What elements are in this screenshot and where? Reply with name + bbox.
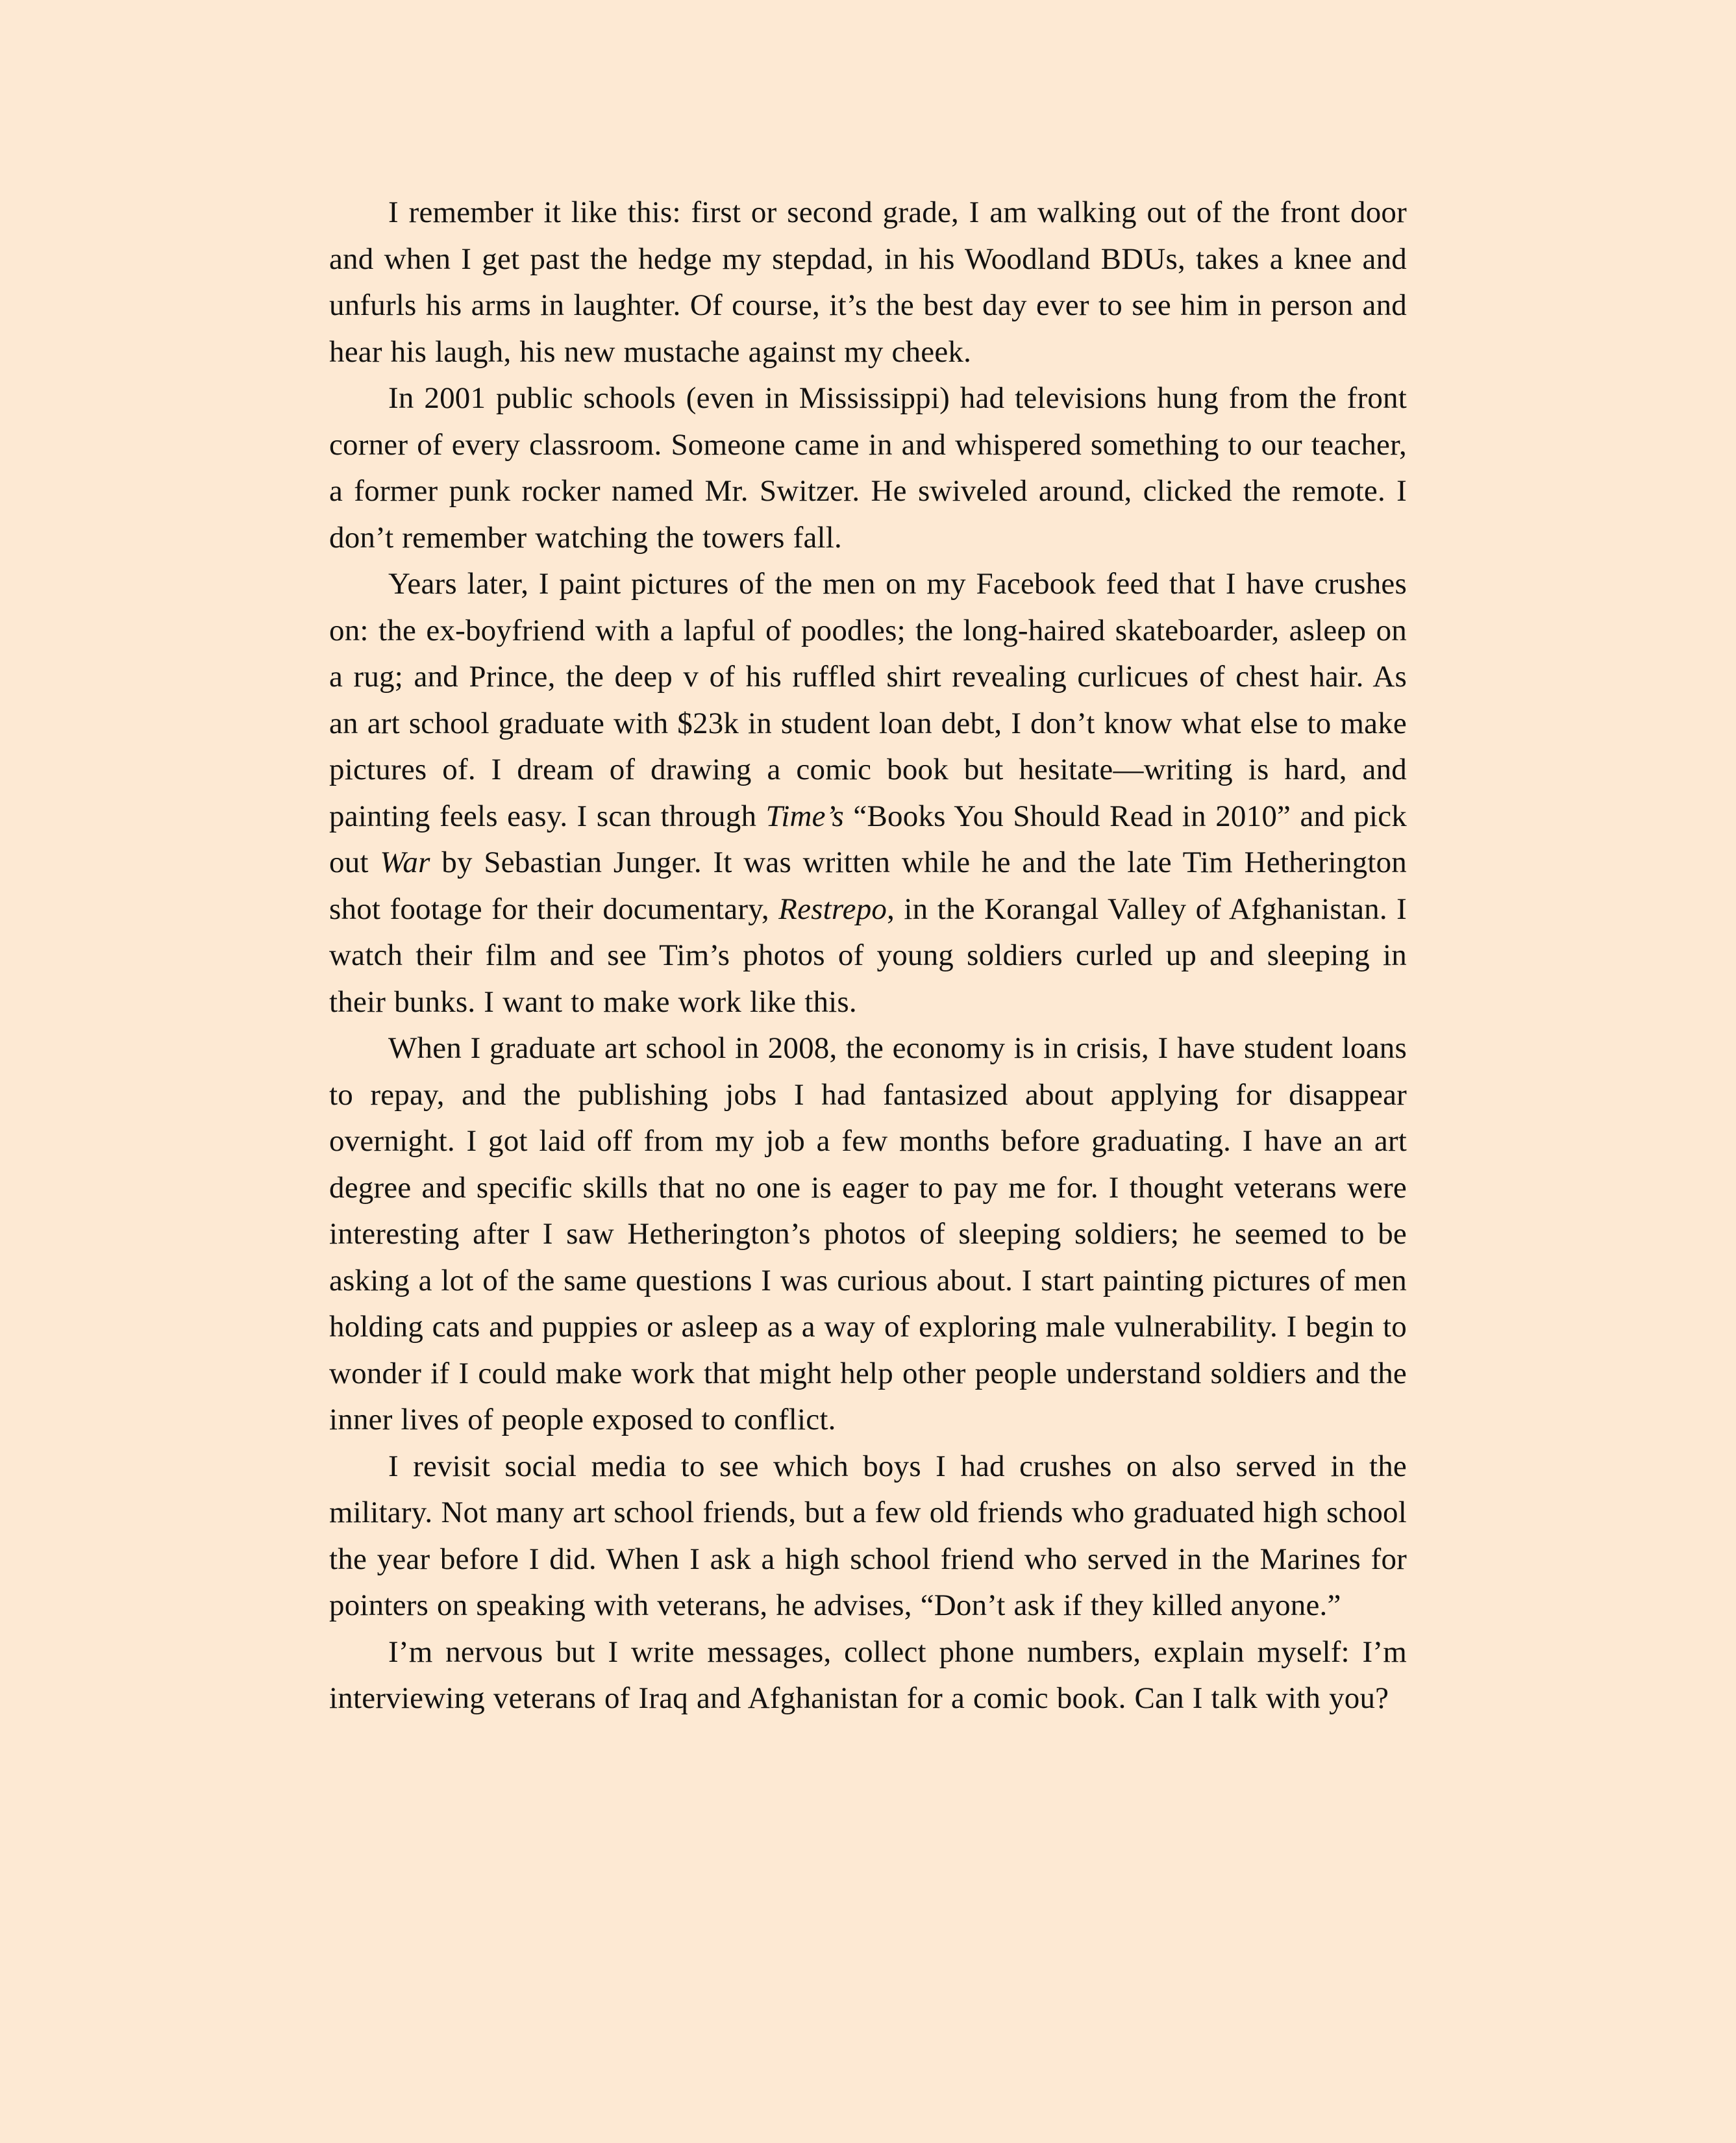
paragraph-text: Years later, I paint pictures of the men on my Facebook feed that I have crushes on: the ex-boyfriend with a lapful of poodles; the long-haired skateboarder, asleep on a rug; and Prince, the deep v of his ruffled shirt revealing curlicues of chest hair. As an art school graduate with $23k in student loan debt, I don’t know what else to make pictures of. I dream of drawing a comic book but hesitate—writing is hard, and painting feels easy. I scan through (329, 567, 1407, 833)
paragraph-text: “Books You Should Read in 2010” and pick out (329, 799, 1407, 879)
paragraph-4 (329, 1025, 1407, 1444)
paragraph-2 (329, 375, 1407, 561)
italic-title-restrepo: Restrepo (778, 892, 887, 926)
paragraph-3 (329, 561, 1407, 1025)
paragraph-text: I’m nervous but I write messages, collect phone numbers, explain myself: I’m interviewing veterans of Iraq and Afghanistan for a comic book. Can I talk with you? (329, 1635, 1407, 1715)
paragraph-text: In 2001 public schools (even in Mississippi) had televisions hung from the front corner of every classroom. Someone came in and whispered something to our teacher, a former punk rocker named Mr. Switzer. He swiveled around, clicked the remote. I don’t remember watching the towers fall. (329, 381, 1407, 555)
paragraph-text: , in the Korangal Valley of Afghanistan. I watch their film and see Tim’s photos of young soldiers curled up and sleeping in their bunks. I want to make work like this. (329, 892, 1407, 1019)
paragraph-text: I revisit social media to see which boys I had crushes on also served in the military. Not many art school friends, but a few old friends who graduated high school the year before I did. When I ask a high school friend who served in the Marines for pointers on speaking with veterans, he advises, “Don’t ask if they killed anyone.” (329, 1449, 1407, 1622)
body-text (329, 190, 1407, 1722)
paragraph-text: When I graduate art school in 2008, the economy is in crisis, I have student loans to repay, and the publishing jobs I had fantasized about applying for disappear overnight. I got laid off from my job a few months before graduating. I have an art degree and specific skills that no one is eager to pay me for. I thought veterans were interesting after I saw Hetherington’s photos of sleeping soldiers; he seemed to be asking a lot of the same questions I was curious about. I start painting pictures of men holding cats and puppies or asleep as a way of exploring male vulnerability. I begin to wonder if I could make work that might help other people understand soldiers and the inner lives of people exposed to conflict. (329, 1031, 1407, 1436)
paragraph-text: I remember it like this: first or second grade, I am walking out of the front door and when I get past the hedge my stepdad, in his Woodland BDUs, takes a knee and unfurls his arms in laughter. Of course, it’s the best day ever to see him in person and hear his laugh, his new mustache against my cheek. (329, 195, 1407, 369)
italic-title-time: Time’s (765, 799, 845, 833)
italic-title-war: War (380, 846, 430, 879)
paragraph-text: by Sebastian Junger. It was written while he and the late Tim Hetherington shot footage for their documentary, (329, 846, 1407, 926)
paragraph-5 (329, 1444, 1407, 1629)
paragraph-6 (329, 1629, 1407, 1722)
paragraph-1 (329, 190, 1407, 375)
